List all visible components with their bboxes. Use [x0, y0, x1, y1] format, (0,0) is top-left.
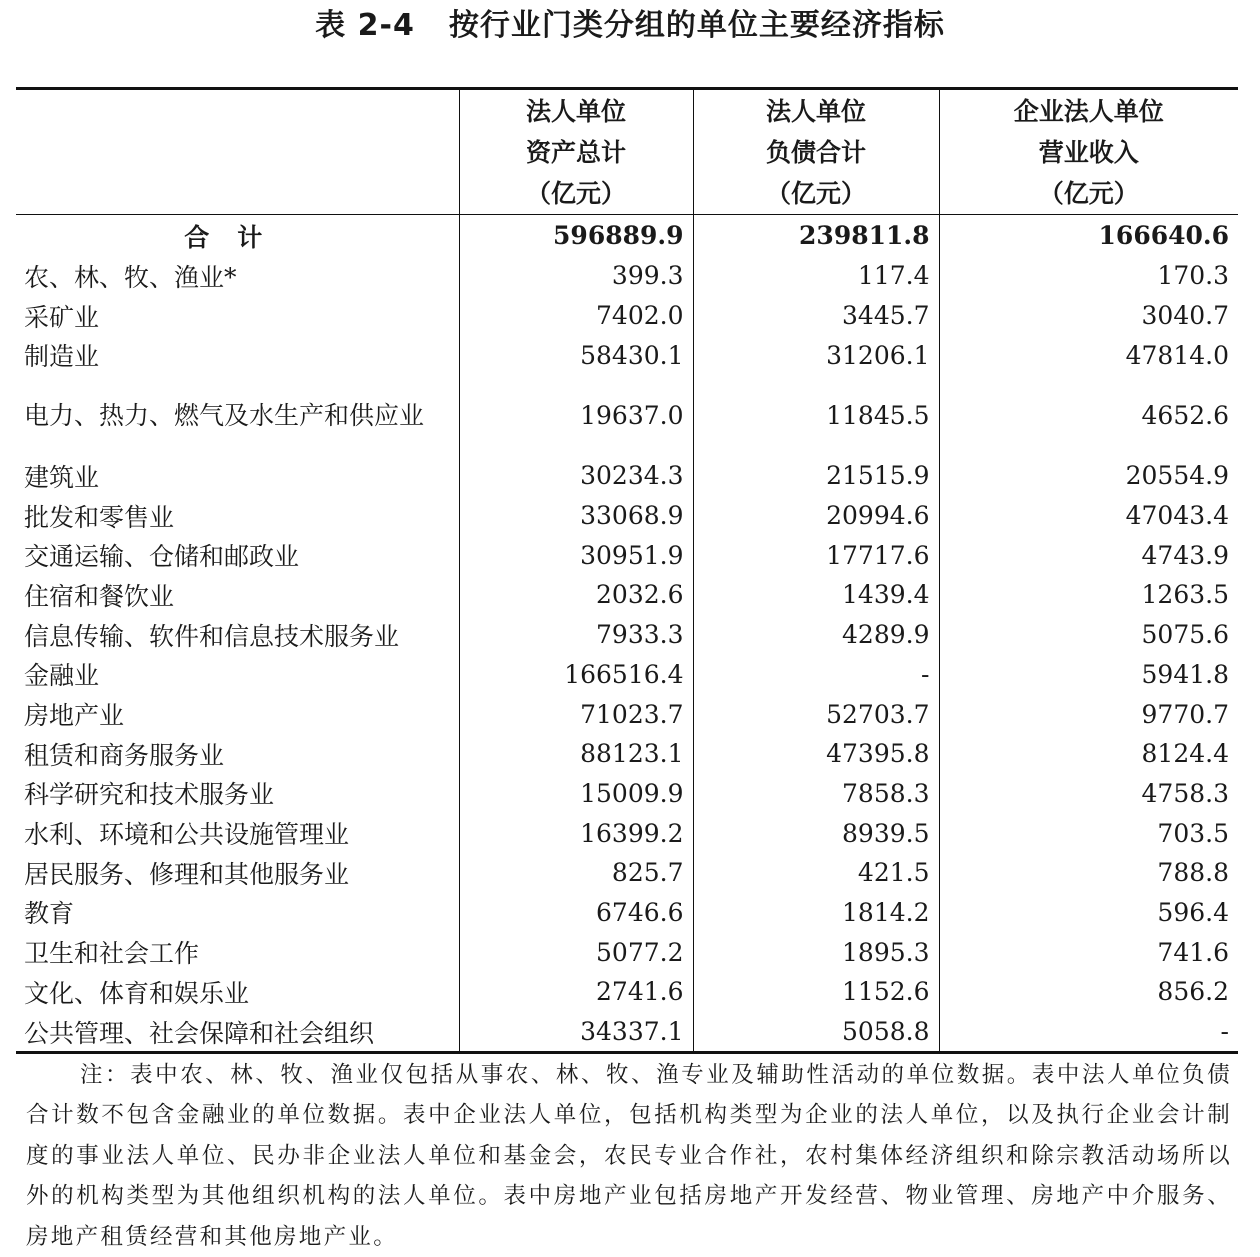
table-title-text: 按行业门类分组的单位主要经济指标 [448, 8, 945, 43]
cell-operating-revenue: - [939, 1012, 1238, 1053]
table-row [16, 932, 1238, 972]
table-header-row [16, 89, 1238, 215]
table-row [16, 694, 1238, 734]
cell-operating-revenue: 4743.9 [939, 535, 1238, 575]
economic-indicators-table [16, 87, 1238, 1054]
header-line: 法人单位 [525, 96, 626, 126]
header-line: （亿元） [765, 178, 866, 208]
cell-total-liabilities: 11845.5 [693, 375, 939, 456]
cell-operating-revenue: 8124.4 [939, 734, 1238, 774]
cell-operating-revenue: 3040.7 [939, 296, 1238, 336]
table-row [16, 615, 1238, 655]
cell-operating-revenue: 4652.6 [939, 375, 1238, 456]
cell-total-liabilities: 21515.9 [693, 456, 939, 496]
cell-total-liabilities: - [693, 655, 939, 695]
cell-operating-revenue: 4758.3 [939, 774, 1238, 814]
cell-total-liabilities: 47395.8 [693, 734, 939, 774]
row-label: 合计 [184, 222, 291, 252]
row-label: 电力、热力、燃气及水生产和供应业 [24, 400, 425, 430]
cell-total-assets: 166516.4 [459, 655, 693, 695]
header-line: 资产总计 [525, 137, 626, 167]
row-label: 房地产业 [24, 701, 125, 731]
header-line: （亿元） [1038, 178, 1139, 208]
row-label: 交通运输、仓储和邮政业 [24, 542, 300, 572]
cell-operating-revenue: 47043.4 [939, 496, 1238, 536]
table-row [16, 456, 1238, 496]
cell-total-assets: 596889.9 [459, 215, 693, 257]
cell-total-liabilities: 1895.3 [693, 932, 939, 972]
cell-total-assets: 33068.9 [459, 496, 693, 536]
cell-total-assets: 16399.2 [459, 813, 693, 853]
row-label: 批发和零售业 [24, 502, 175, 532]
cell-total-liabilities: 4289.9 [693, 615, 939, 655]
header-line: （亿元） [525, 178, 626, 208]
row-label: 卫生和社会工作 [24, 939, 200, 969]
cell-total-assets: 88123.1 [459, 734, 693, 774]
cell-total-assets: 7933.3 [459, 615, 693, 655]
cell-total-assets: 7402.0 [459, 296, 693, 336]
table-footnote: 注：表中农、林、牧、渔业仅包括从事农、林、牧、渔专业及辅助性活动的单位数据。表中法人单位负债合计数不包含金融业的单位数据。表中企业法人单位，包括机构类型为企业的法人单位，以及执行企业会计制度的事业法人单位、民办非企业法人单位和基金会，农民专业合作社，农村集体经济组织和除宗教活动场所以外的机构类型为其他组织机构的法人单位。表中房地产业包括房地产开发经营、物业管理、房地产中介服务、房地产租赁经营和其他房地产业。 [26, 1062, 1232, 1250]
cell-operating-revenue: 5941.8 [939, 655, 1238, 695]
table-row [16, 1012, 1238, 1053]
row-label: 建筑业 [24, 462, 100, 492]
row-label: 租赁和商务服务业 [24, 740, 225, 770]
cell-total-assets: 2032.6 [459, 575, 693, 615]
cell-total-liabilities: 3445.7 [693, 296, 939, 336]
cell-total-liabilities: 52703.7 [693, 694, 939, 734]
cell-total-liabilities: 239811.8 [693, 215, 939, 257]
cell-operating-revenue: 9770.7 [939, 694, 1238, 734]
table-row [16, 972, 1238, 1012]
header-line: 负债合计 [765, 137, 866, 167]
cell-operating-revenue: 788.8 [939, 853, 1238, 893]
cell-total-assets: 5077.2 [459, 932, 693, 972]
cell-total-assets: 30951.9 [459, 535, 693, 575]
cell-total-assets: 399.3 [459, 256, 693, 296]
table-number: 表 2-4 [315, 8, 415, 43]
cell-operating-revenue: 166640.6 [939, 215, 1238, 257]
header-total-assets [459, 89, 693, 215]
row-label: 科学研究和技术服务业 [24, 780, 275, 810]
cell-total-assets: 6746.6 [459, 893, 693, 933]
table-row [16, 256, 1238, 296]
table-row [16, 496, 1238, 536]
cell-total-assets: 71023.7 [459, 694, 693, 734]
table-row [16, 734, 1238, 774]
table-row [16, 335, 1238, 375]
cell-operating-revenue: 20554.9 [939, 456, 1238, 496]
cell-total-liabilities: 20994.6 [693, 496, 939, 536]
header-line: 企业法人单位 [1013, 96, 1164, 126]
cell-total-assets: 34337.1 [459, 1012, 693, 1053]
cell-operating-revenue: 1263.5 [939, 575, 1238, 615]
cell-total-liabilities: 31206.1 [693, 335, 939, 375]
cell-total-assets: 58430.1 [459, 335, 693, 375]
header-total-liabilities [693, 89, 939, 215]
row-label: 文化、体育和娱乐业 [24, 978, 250, 1008]
table-row [16, 853, 1238, 893]
table-row [16, 296, 1238, 336]
row-label: 居民服务、修理和其他服务业 [24, 859, 350, 889]
cell-operating-revenue: 596.4 [939, 893, 1238, 933]
table-row [16, 535, 1238, 575]
table-row [16, 893, 1238, 933]
cell-total-liabilities: 1152.6 [693, 972, 939, 1012]
table-row [16, 774, 1238, 814]
cell-total-assets: 30234.3 [459, 456, 693, 496]
cell-operating-revenue: 856.2 [939, 972, 1238, 1012]
table-row [16, 575, 1238, 615]
table-row [16, 375, 1238, 456]
cell-total-assets: 15009.9 [459, 774, 693, 814]
header-line: 营业收入 [1038, 137, 1139, 167]
table-title [0, 4, 1260, 48]
cell-total-assets: 2741.6 [459, 972, 693, 1012]
cell-total-liabilities: 17717.6 [693, 535, 939, 575]
row-label: 教育 [24, 899, 75, 929]
row-label: 公共管理、社会保障和社会组织 [24, 1018, 375, 1048]
row-label: 采矿业 [24, 302, 100, 332]
cell-operating-revenue: 47814.0 [939, 335, 1238, 375]
cell-total-assets: 19637.0 [459, 375, 693, 456]
cell-operating-revenue: 703.5 [939, 813, 1238, 853]
header-line: 法人单位 [765, 96, 866, 126]
cell-total-liabilities: 1814.2 [693, 893, 939, 933]
cell-total-liabilities: 7858.3 [693, 774, 939, 814]
row-label: 信息传输、软件和信息技术服务业 [24, 621, 400, 651]
row-label: 金融业 [24, 661, 100, 691]
header-industry [16, 89, 459, 215]
cell-total-liabilities: 8939.5 [693, 813, 939, 853]
table-row [16, 813, 1238, 853]
table-row-total [16, 215, 1238, 257]
cell-operating-revenue: 5075.6 [939, 615, 1238, 655]
cell-operating-revenue: 741.6 [939, 932, 1238, 972]
row-label: 水利、环境和公共设施管理业 [24, 820, 350, 850]
row-label: 制造业 [24, 342, 100, 372]
header-operating-revenue [939, 89, 1238, 215]
table-row [16, 655, 1238, 695]
cell-total-liabilities: 117.4 [693, 256, 939, 296]
row-label: 农、林、牧、渔业* [24, 262, 237, 292]
cell-total-liabilities: 421.5 [693, 853, 939, 893]
row-label: 住宿和餐饮业 [24, 581, 175, 611]
cell-total-liabilities: 1439.4 [693, 575, 939, 615]
cell-total-assets: 825.7 [459, 853, 693, 893]
cell-operating-revenue: 170.3 [939, 256, 1238, 296]
cell-total-liabilities: 5058.8 [693, 1012, 939, 1053]
